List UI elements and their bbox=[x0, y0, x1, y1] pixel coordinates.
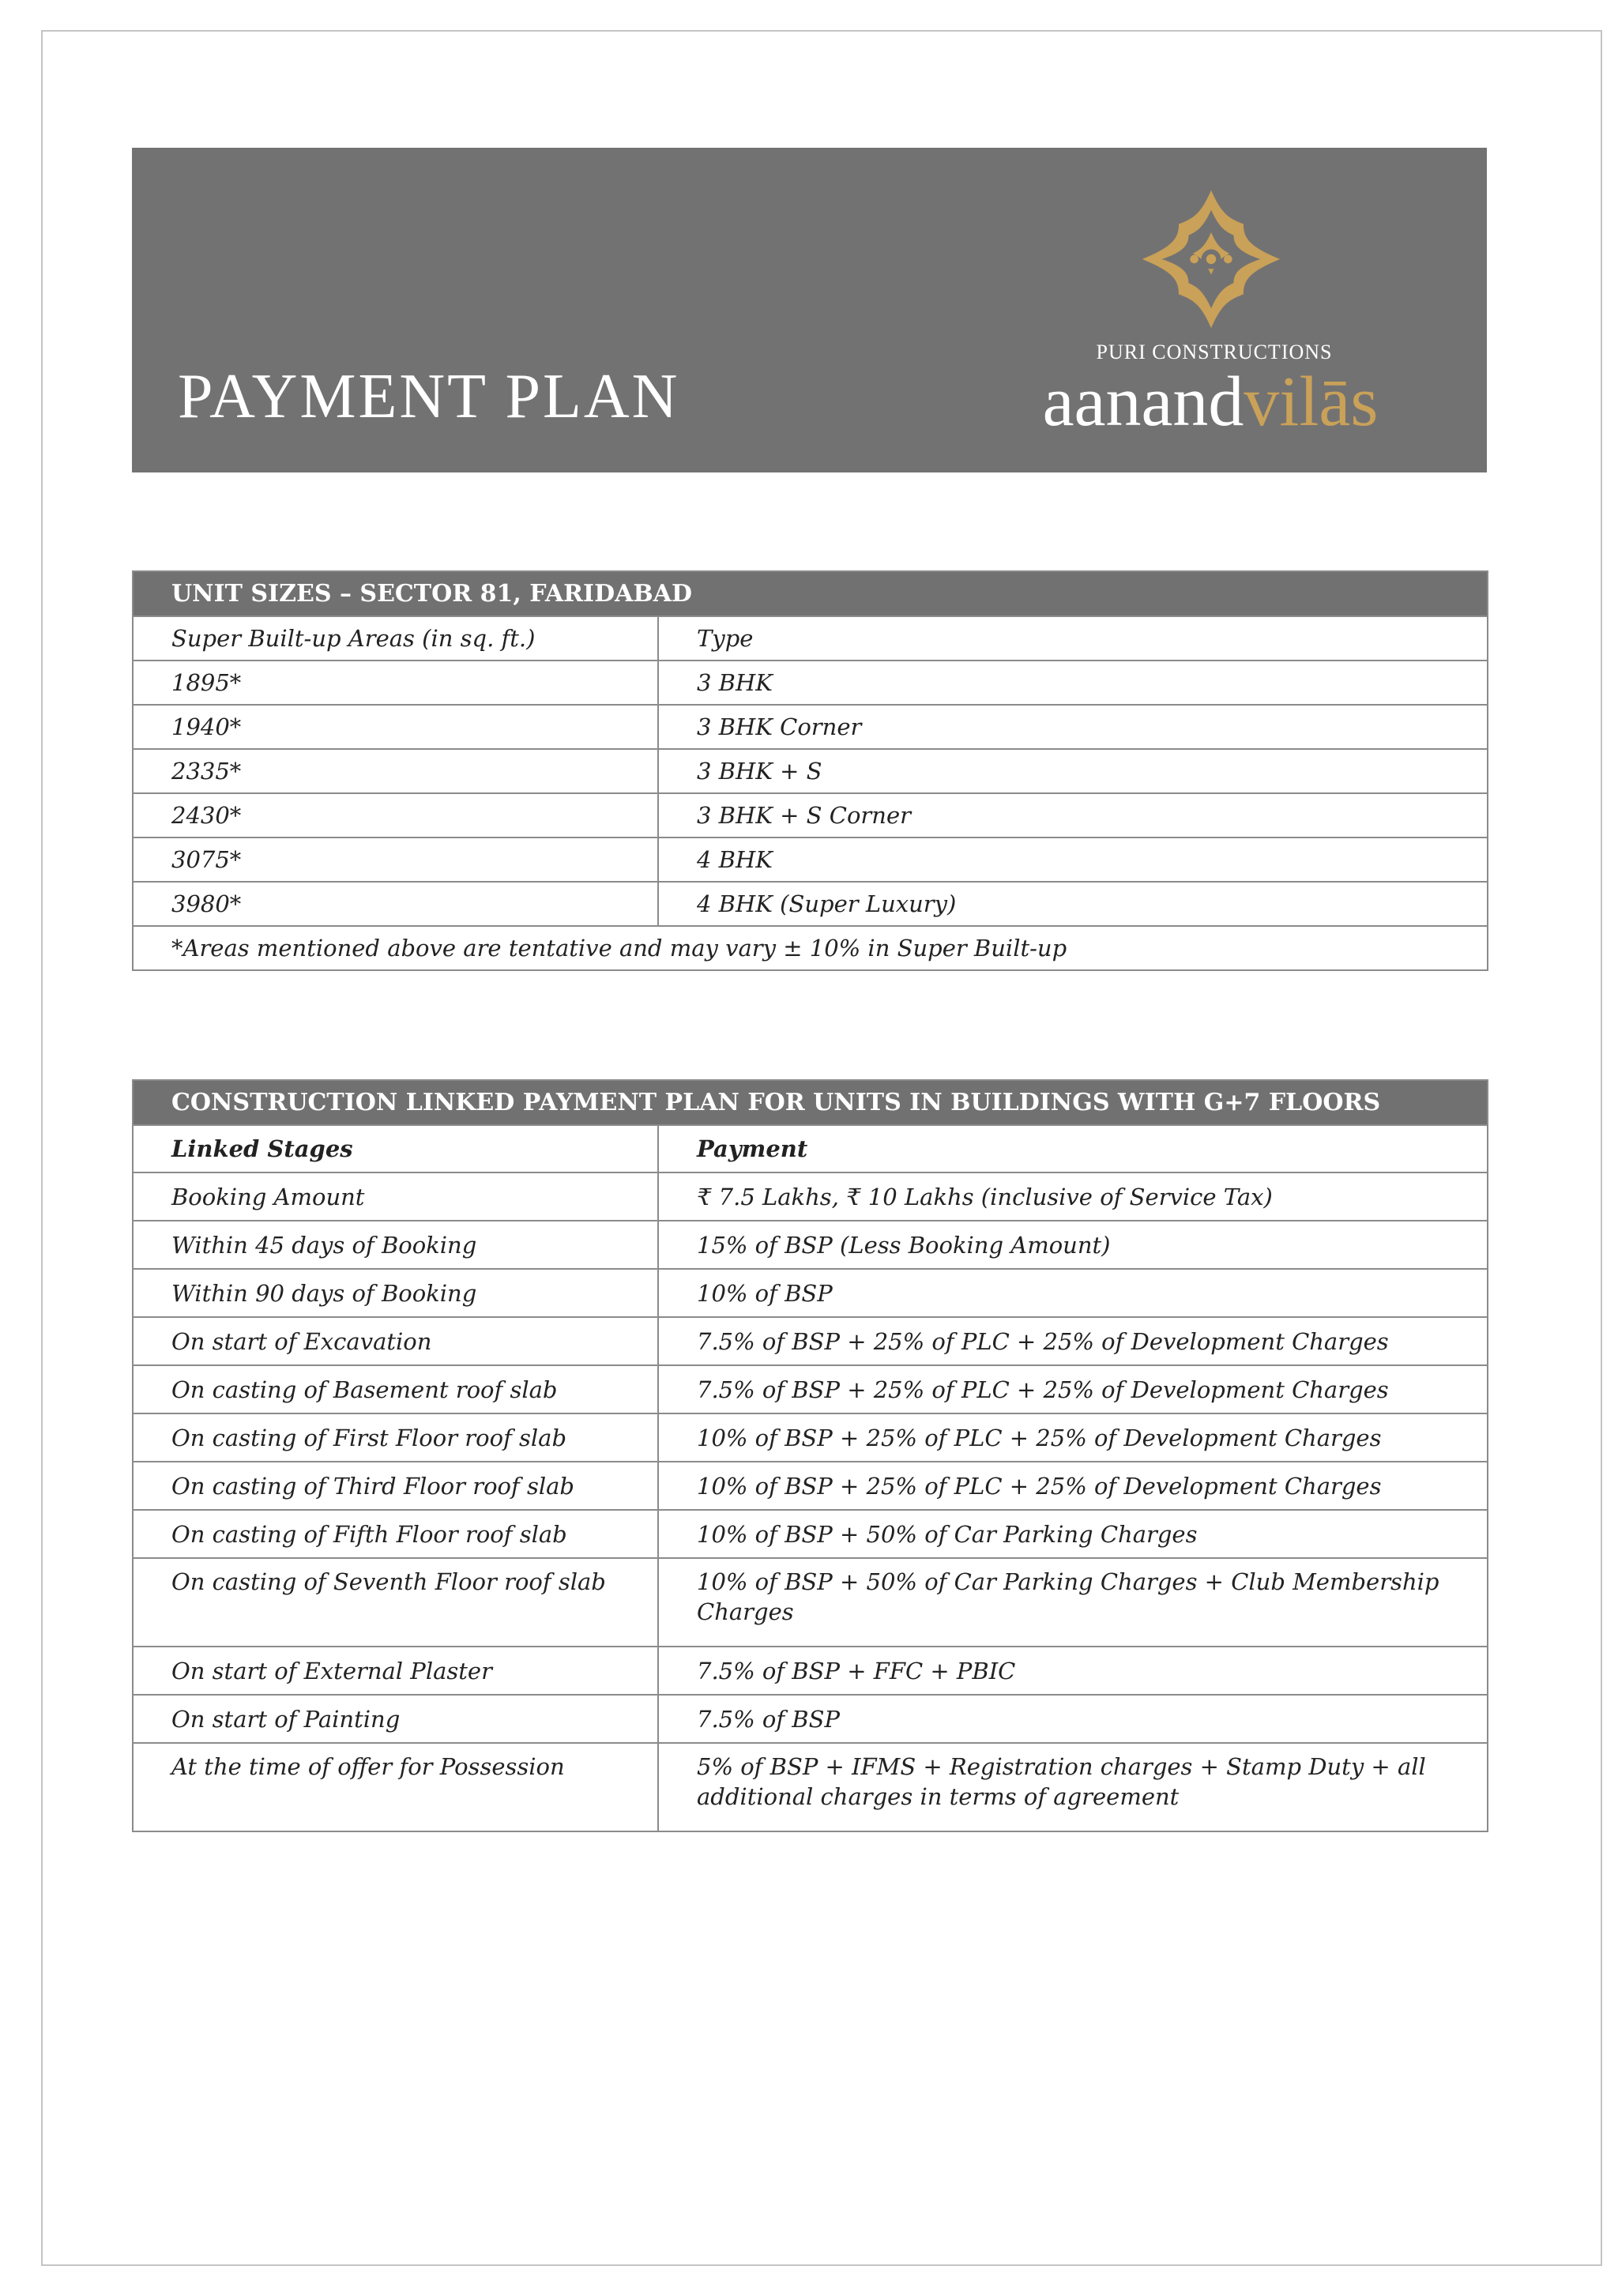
stage-cell: On casting of Fifth Floor roof slab bbox=[133, 1510, 658, 1558]
stage-cell: On start of External Plaster bbox=[133, 1647, 658, 1695]
payment-cell: 7.5% of BSP + 25% of PLC + 25% of Development Charges bbox=[658, 1365, 1488, 1413]
table-row bbox=[133, 1172, 1488, 1221]
stage-cell: On casting of First Floor roof slab bbox=[133, 1413, 658, 1462]
area-cell: 1940* bbox=[133, 705, 658, 749]
table-row bbox=[133, 1743, 1488, 1831]
type-cell: 3 BHK bbox=[658, 661, 1488, 705]
payment-cell: 10% of BSP + 25% of PLC + 25% of Development Charges bbox=[658, 1413, 1488, 1462]
table-row bbox=[133, 1462, 1488, 1510]
note-row bbox=[133, 926, 1488, 970]
table-row bbox=[133, 793, 1488, 837]
table-row bbox=[133, 749, 1488, 793]
payment-cell: 15% of BSP (Less Booking Amount) bbox=[658, 1221, 1488, 1269]
table-row bbox=[133, 1413, 1488, 1462]
table-header-row bbox=[133, 616, 1488, 661]
table-row bbox=[133, 1317, 1488, 1365]
stage-cell: On start of Painting bbox=[133, 1695, 658, 1743]
payment-cell: 7.5% of BSP + 25% of PLC + 25% of Development Charges bbox=[658, 1317, 1488, 1365]
area-note: *Areas mentioned above are tentative and may vary ± 10% in Super Built-up bbox=[133, 926, 1488, 970]
type-cell: 3 BHK + S Corner bbox=[658, 793, 1488, 837]
table-row bbox=[133, 1269, 1488, 1317]
stage-cell: At the time of offer for Possession bbox=[133, 1743, 658, 1831]
column-header: Payment bbox=[658, 1125, 1488, 1172]
stage-cell: Within 90 days of Booking bbox=[133, 1269, 658, 1317]
table-row bbox=[133, 1365, 1488, 1413]
payment-cell: 10% of BSP + 50% of Car Parking Charges bbox=[658, 1510, 1488, 1558]
payment-cell: 5% of BSP + IFMS + Registration charges + Stamp Duty + all additional charges in terms of agreement bbox=[658, 1743, 1488, 1831]
logo-brand-part1: aanand bbox=[1042, 363, 1244, 441]
type-cell: 3 BHK + S bbox=[658, 749, 1488, 793]
unit-sizes-title: UNIT SIZES – SECTOR 81, FARIDABAD bbox=[133, 571, 1488, 616]
stage-cell: Within 45 days of Booking bbox=[133, 1221, 658, 1269]
table-header-row bbox=[133, 1125, 1488, 1172]
payment-cell: 7.5% of BSP bbox=[658, 1695, 1488, 1743]
area-cell: 2430* bbox=[133, 793, 658, 837]
stage-cell: Booking Amount bbox=[133, 1172, 658, 1221]
unit-sizes-table bbox=[132, 570, 1488, 971]
type-cell: 4 BHK bbox=[658, 837, 1488, 882]
area-cell: 2335* bbox=[133, 749, 658, 793]
column-header: Type bbox=[658, 616, 1488, 661]
stage-cell: On start of Excavation bbox=[133, 1317, 658, 1365]
payment-cell: ₹ 7.5 Lakhs, ₹ 10 Lakhs (inclusive of Service Tax) bbox=[658, 1172, 1488, 1221]
table-row bbox=[133, 1558, 1488, 1647]
table-row bbox=[133, 1221, 1488, 1269]
column-header: Super Built-up Areas (in sq. ft.) bbox=[133, 616, 658, 661]
column-header: Linked Stages bbox=[133, 1125, 658, 1172]
payment-plan-table bbox=[132, 1079, 1488, 1832]
table-row bbox=[133, 661, 1488, 705]
type-cell: 3 BHK Corner bbox=[658, 705, 1488, 749]
payment-cell: 10% of BSP + 50% of Car Parking Charges + Club Membership Charges bbox=[658, 1558, 1488, 1647]
table-row bbox=[133, 1695, 1488, 1743]
table-row bbox=[133, 1647, 1488, 1695]
area-cell: 3075* bbox=[133, 837, 658, 882]
table-row bbox=[133, 882, 1488, 926]
logo-brand-name bbox=[1021, 363, 1400, 441]
table-row bbox=[133, 705, 1488, 749]
flower-emblem-icon bbox=[1141, 189, 1281, 329]
page-title: PAYMENT PLAN bbox=[178, 362, 680, 431]
table-row bbox=[133, 837, 1488, 882]
stage-cell: On casting of Seventh Floor roof slab bbox=[133, 1558, 658, 1647]
area-cell: 3980* bbox=[133, 882, 658, 926]
header-banner bbox=[132, 148, 1487, 472]
area-cell: 1895* bbox=[133, 661, 658, 705]
payment-cell: 10% of BSP bbox=[658, 1269, 1488, 1317]
logo-company-name: PURI CONSTRUCTIONS bbox=[1096, 341, 1333, 363]
stage-cell: On casting of Third Floor roof slab bbox=[133, 1462, 658, 1510]
type-cell: 4 BHK (Super Luxury) bbox=[658, 882, 1488, 926]
payment-cell: 7.5% of BSP + FFC + PBIC bbox=[658, 1647, 1488, 1695]
payment-plan-title: CONSTRUCTION LINKED PAYMENT PLAN FOR UNITS IN BUILDINGS WITH G+7 FLOORS bbox=[133, 1080, 1488, 1125]
payment-cell: 10% of BSP + 25% of PLC + 25% of Development Charges bbox=[658, 1462, 1488, 1510]
stage-cell: On casting of Basement roof slab bbox=[133, 1365, 658, 1413]
logo-brand-part2: vilās bbox=[1244, 363, 1379, 441]
table-row bbox=[133, 1510, 1488, 1558]
